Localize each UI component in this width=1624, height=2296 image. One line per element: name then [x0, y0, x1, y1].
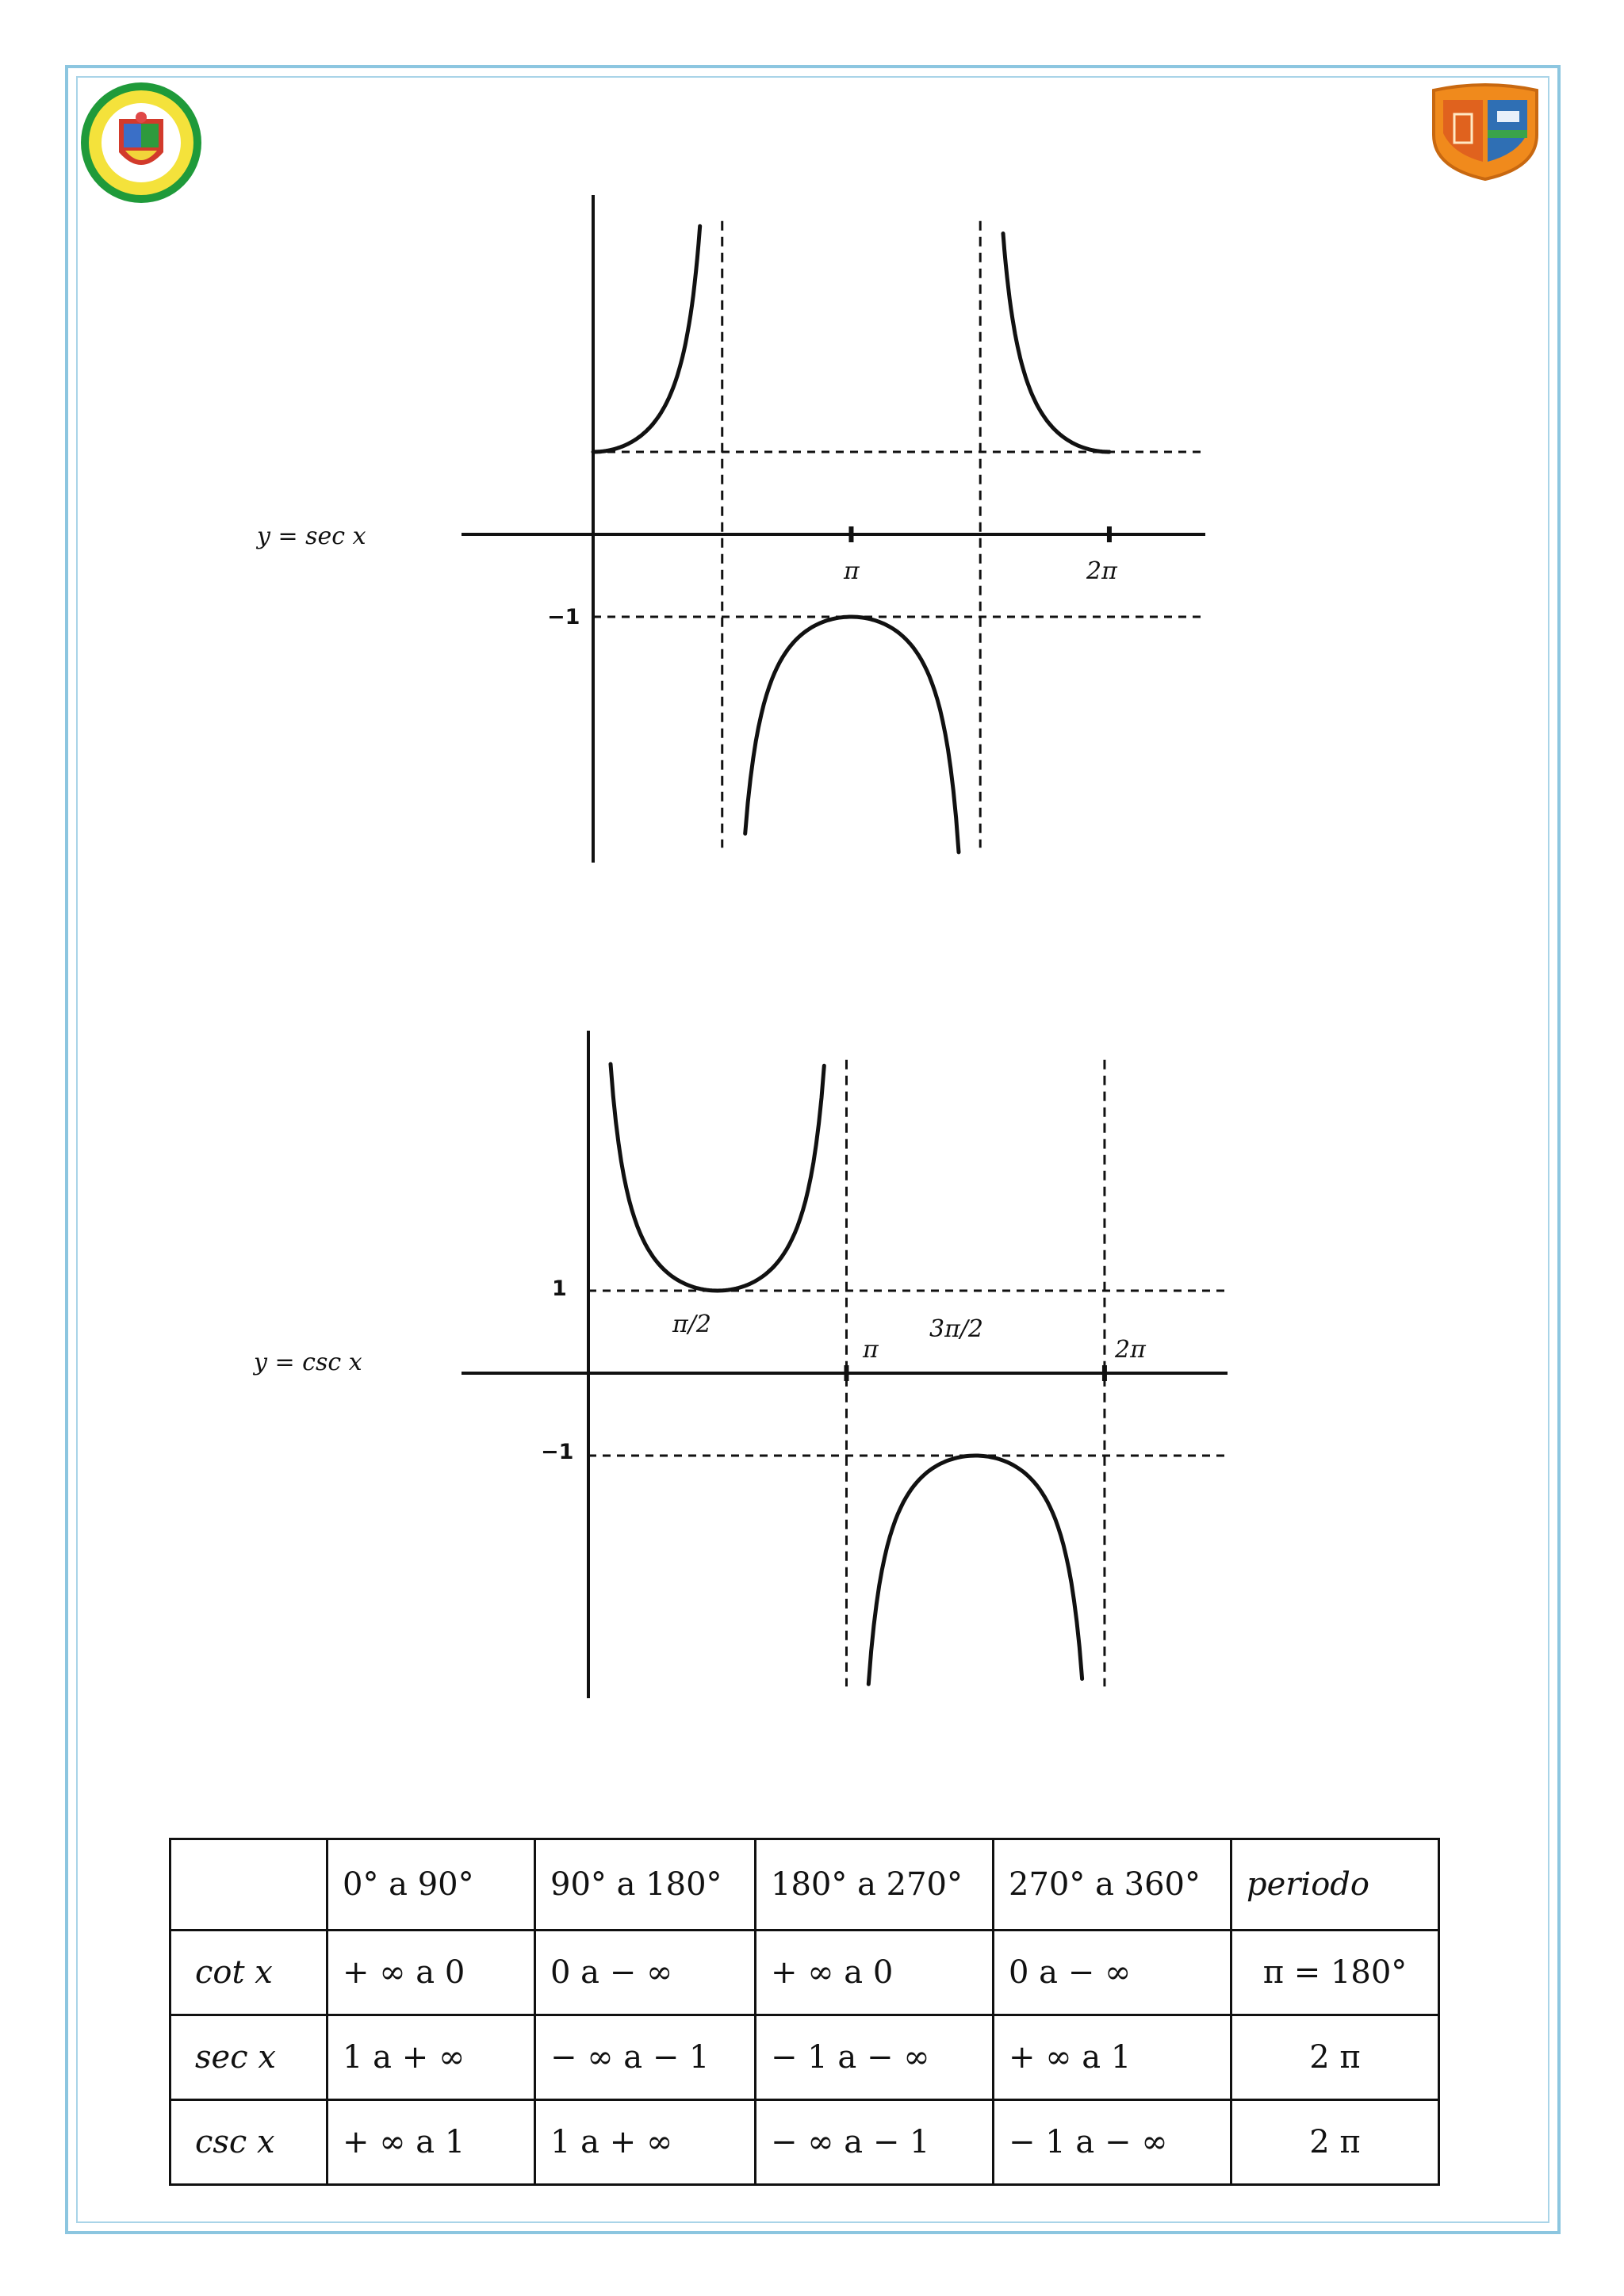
trig-summary-table — [169, 1838, 1440, 2186]
sec-plot-area — [462, 195, 1205, 863]
sec-tick-pi-label: π — [844, 557, 860, 585]
table-header-cell: 90° a 180° — [535, 1839, 756, 1931]
sec-tick-neg1-label: −1 — [547, 605, 580, 629]
table-cell: − ∞ a − 1 — [756, 2100, 994, 2185]
period-cell: 2 π — [1231, 2015, 1439, 2100]
csc-tick-2pi-label: 2π — [1115, 1336, 1146, 1364]
table-cell: + ∞ a 1 — [327, 2100, 535, 2185]
sec-curve-branch-2 — [745, 617, 959, 852]
table-cell: 1 a + ∞ — [327, 2015, 535, 2100]
csc-curve-branch-1 — [611, 1064, 824, 1291]
csc-tick-1-label: 1 — [552, 1276, 567, 1301]
sec-curve-branch-3 — [1003, 234, 1109, 453]
table-cell: − ∞ a − 1 — [535, 2015, 756, 2100]
csc-tick-pi-half-label: π/2 — [672, 1311, 711, 1338]
table-header-cell: periodo — [1231, 1839, 1439, 1931]
table-cell: + ∞ a 1 — [994, 2015, 1231, 2100]
table-header-row — [170, 1839, 1439, 1931]
csc-tick-neg1-label: −1 — [541, 1440, 574, 1464]
table-cell: − 1 a − ∞ — [994, 2100, 1231, 2185]
csc-tick-pi-label: π — [863, 1336, 879, 1364]
csc-function-label: y = csc x — [254, 1349, 362, 1376]
period-cell: 2 π — [1231, 2100, 1439, 2185]
table-cell: 0 a − ∞ — [535, 1931, 756, 2015]
row-function-name: sec x — [170, 2015, 327, 2100]
csc-curve-branch-2 — [868, 1456, 1082, 1684]
table-cell: 0 a − ∞ — [994, 1931, 1231, 2015]
csc-tick-3pi-half-label: 3π/2 — [929, 1315, 983, 1343]
table-row — [170, 2015, 1439, 2100]
period-cell: π = 180° — [1231, 1931, 1439, 2015]
table-row — [170, 2100, 1439, 2185]
table-header-cell: 270° a 360° — [994, 1839, 1231, 1931]
table-header-cell: 180° a 270° — [756, 1839, 994, 1931]
table-cell: + ∞ a 0 — [756, 1931, 994, 2015]
csc-plot-area — [462, 1031, 1228, 1698]
row-function-name: cot x — [170, 1931, 327, 2015]
sec-curve-branch-1 — [593, 226, 700, 452]
sec-tick-2pi-label: 2π — [1086, 557, 1117, 585]
table-row — [170, 1931, 1439, 2015]
table-header-cell — [170, 1839, 327, 1931]
table-cell: + ∞ a 0 — [327, 1931, 535, 2015]
table-header-cell: 0° a 90° — [327, 1839, 535, 1931]
table-cell: 1 a + ∞ — [535, 2100, 756, 2185]
sec-function-label: y = sec x — [257, 522, 366, 550]
row-function-name: csc x — [170, 2100, 327, 2185]
table-cell: − 1 a − ∞ — [756, 2015, 994, 2100]
